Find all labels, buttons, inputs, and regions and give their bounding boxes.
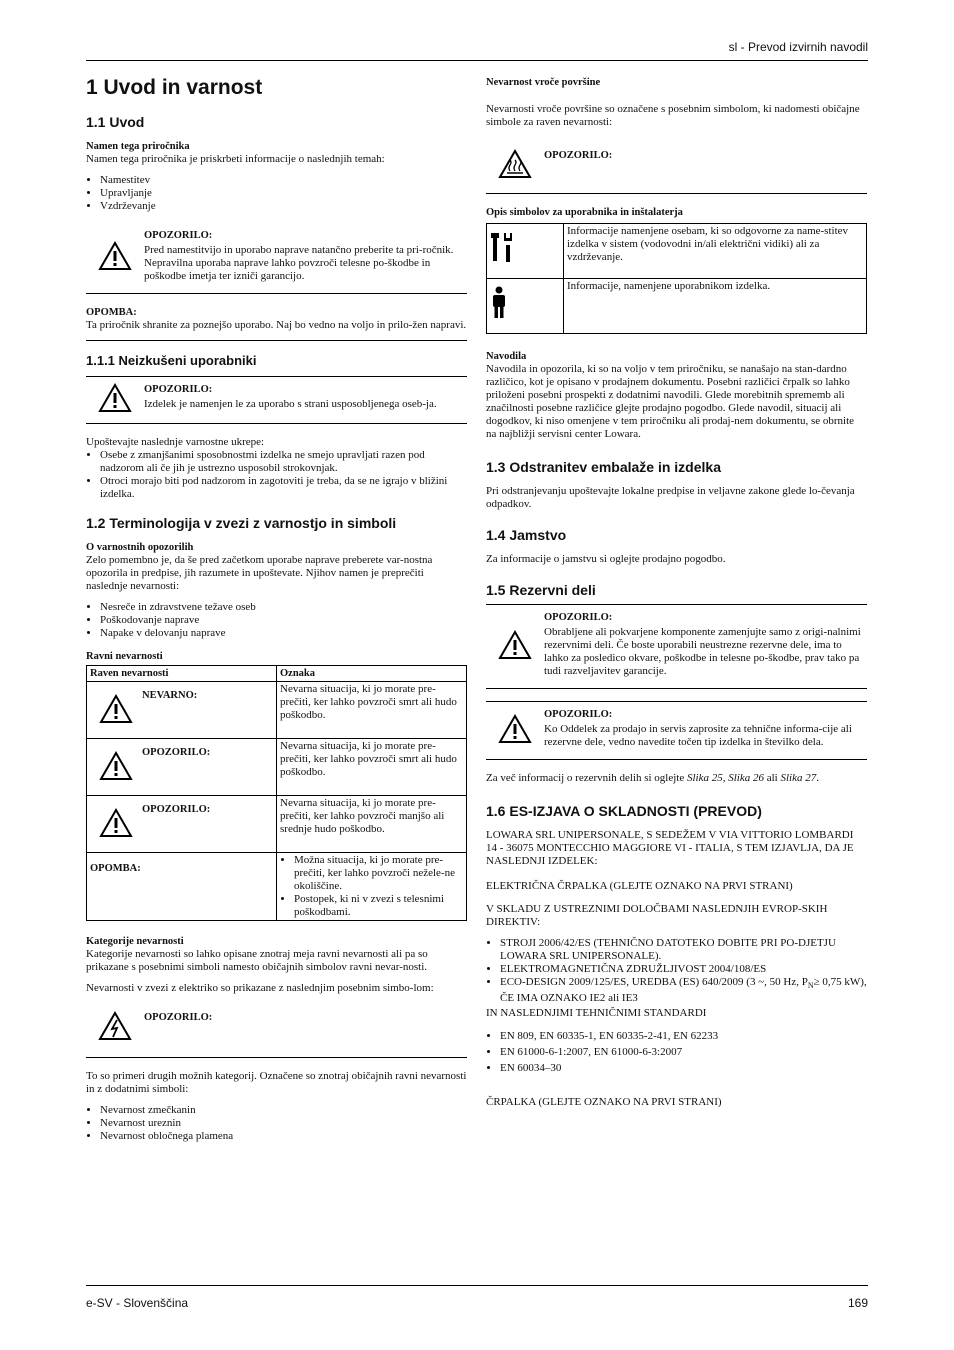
refs-sep: ali bbox=[763, 772, 781, 784]
list-item: • ELEKTROMAGNETIČNA ZDRUŽLJIVOST 2004/108/ES bbox=[500, 963, 867, 976]
kat-text: Kategorije nevarnosti so lahko opisane znotraj meja ravni nevarnosti ali pa so prikazane s posebnimi simboli namesto običajnih simbolov ravni nevar-nosti. bbox=[86, 948, 428, 973]
warning-title: OPOZORILO: bbox=[144, 384, 213, 395]
warning-text: Pred namestitvijo in uporabo naprave natančno preberite ta pri-ročnik. Nepravilna uporaba naprave lahko povzroči telesne po-škodbe in poškodbe imetja ter izniči garancijo. bbox=[144, 244, 454, 282]
directives-list bbox=[486, 937, 867, 1005]
navodila-text: Navodila in opozorila, ki so na voljo v tem priročniku, se nanašajo na stan-dardno različico, kot je opisano v prodajnem dokumentu. Posebni različici črpalk so lahko priloženi posebni prospekti z dodatnimi navodili. Glede morebitnih sprememb ali značilnosti posebne različice glejte prodajno pogodbo. Glede navodil, situacij ali dogodkov, ki niso omenjene v tem priročniku ali prodaj-nem dokumentu, se obrnite na najbližji servisni center Lowara. bbox=[486, 363, 855, 440]
warning-box bbox=[486, 701, 867, 760]
caution-triangle-icon bbox=[90, 797, 142, 849]
section-1-2-heading: 1.2 Terminologija v zvezi z varnostjo in simboli bbox=[86, 515, 397, 531]
table-row bbox=[87, 682, 467, 739]
section-1-1-1-heading: 1.1.1 Neizkušeni uporabniki bbox=[86, 353, 257, 368]
decl-text: LOWARA SRL UNIPERSONALE, S SEDEŽEM V VIA VITTORIO LOMBARDI 14 - 36075 MONTECCHIO MAGGIORE VI - ITALIA, S TEM IZJAVLJA, DA JE NASLEDNJI IZDELEK: bbox=[486, 829, 854, 867]
table-header: Raven nevarnosti bbox=[87, 666, 277, 682]
namen-title: Namen tega priročnika bbox=[86, 141, 190, 152]
ovarn-list bbox=[86, 601, 467, 640]
table-row bbox=[87, 853, 467, 921]
level-label: OPOZORILO: bbox=[142, 804, 211, 815]
warning-box bbox=[86, 1005, 467, 1058]
navodila-title: Navodila bbox=[486, 351, 527, 362]
namen-list bbox=[86, 174, 467, 213]
table-row bbox=[87, 739, 467, 796]
section-1-1-heading: 1.1 Uvod bbox=[86, 114, 145, 130]
right-column bbox=[486, 72, 867, 1117]
table-row bbox=[87, 796, 467, 853]
ovarn-title: O varnostnih opozorilih bbox=[86, 542, 194, 553]
decl-text: ČRPALKA (GLEJTE OZNAKO NA PRVI STRANI) bbox=[486, 1096, 722, 1109]
note-text: Ta priročnik shranite za poznejšo uporabo. Naj bo vedno na voljo in prilo-žen napravi. bbox=[86, 319, 467, 331]
table-row bbox=[487, 224, 867, 279]
list-item: • EN 809, EN 60335-1, EN 60335-2-41, EN 62233 bbox=[500, 1028, 867, 1044]
level-desc: Nevarna situacija, ki jo morate pre-prečiti, ker lahko povzroči smrt ali hudo poškodbo. bbox=[277, 739, 467, 796]
list-item: • EN 60034–30 bbox=[500, 1060, 867, 1076]
warning-title: OPOZORILO: bbox=[544, 612, 613, 623]
installer-tools-icon bbox=[487, 224, 564, 279]
list-item: • Nevarnost obločnega plamena bbox=[100, 1130, 467, 1143]
note-list bbox=[280, 854, 463, 919]
warning-title: OPOZORILO: bbox=[544, 150, 613, 161]
other-text: To so primeri drugih možnih kategorij. Označene so znotraj običajnih ravni nevarnosti in z dodatnimi simboli: bbox=[86, 1070, 467, 1095]
warning-title: OPOZORILO: bbox=[544, 709, 613, 720]
list-item: • STROJI 2006/42/ES (TEHNIČNO DATOTEKO DOBITE PRI PO-DJETJU LOWARA SRL UNIPERSONALE). bbox=[500, 937, 867, 963]
warning-title: OPOZORILO: bbox=[144, 230, 213, 241]
symbol-desc: Informacije, namenjene uporabnikom izdelka. bbox=[564, 279, 867, 334]
section-1-3-heading: 1.3 Odstranitev embalaže in izdelka bbox=[486, 459, 721, 475]
list-item: • Otroci morajo biti pod nadzorom in zagotoviti je treba, da se ne igrajo v bližini izdelka. bbox=[100, 475, 467, 501]
footer-doc-name: e-SV - Slovenščina bbox=[86, 1296, 189, 1310]
hot-surface-icon bbox=[486, 149, 544, 179]
level-desc: Nevarna situacija, ki jo morate pre-prečiti, ker lahko povzroči smrt ali hudo poškodbo. bbox=[277, 682, 467, 739]
list-item: • Vzdrževanje bbox=[100, 200, 467, 213]
list-item: • Poškodovanje naprave bbox=[100, 614, 467, 627]
decl-text: ELEKTRIČNA ČRPALKA (GLEJTE OZNAKO NA PRVI STRANI) bbox=[486, 880, 793, 892]
level-desc: Nevarna situacija, ki jo morate pre-prečiti, ker lahko povzroči manjšo ali srednje hudo poškodbo. bbox=[277, 796, 467, 853]
symbols-table bbox=[486, 223, 867, 334]
list-item: • Možna situacija, ki jo morate pre-prečiti, ker lahko povzroči nežele-ne okoliščine. bbox=[294, 854, 463, 893]
list-item: • Namestitev bbox=[100, 174, 467, 187]
warning-text: Obrabljene ali pokvarjene komponente zamenjujte samo z origi-nalnimi rezervnimi deli. Če boste uporabili neustrezne rezervne dele, ima to lahko za posledico okvare, poškodbe in telesne po-škodbe, prav tako pa tudi razveljavitev garancije. bbox=[544, 626, 861, 677]
section-1-6-heading: 1.6 ES-IZJAVA O SKLADNOSTI (PREVOD) bbox=[486, 803, 762, 819]
list-item: • Upravljanje bbox=[100, 187, 467, 200]
list-item: • Nevarnost zmečkanin bbox=[100, 1104, 467, 1117]
kat-title: Kategorije nevarnosti bbox=[86, 936, 184, 947]
left-column bbox=[86, 72, 467, 1153]
table-header: Oznaka bbox=[277, 666, 467, 682]
vroc-text: Nevarnosti vroče površine so označene s posebnim simbolom, ki nadomesti običajne simbole za raven nevarnosti: bbox=[486, 103, 860, 128]
hazard-levels-table bbox=[86, 665, 467, 921]
standards-list bbox=[486, 1028, 867, 1076]
warning-title: OPOZORILO: bbox=[144, 1012, 213, 1023]
opis-title: Opis simbolov za uporabnika in inštalaterja bbox=[486, 207, 683, 218]
s1-3-text: Pri odstranjevanju upoštevajte lokalne predpise in veljavne zakone glede lo-čevanja odpadkov. bbox=[486, 485, 855, 510]
electric-hazard-icon bbox=[86, 1011, 144, 1041]
eco-text: ECO-DESIGN 2009/125/ES, UREDBA (ES) 640/2009 (3 ~, 50 Hz, P bbox=[500, 976, 808, 988]
eco-subscript: N bbox=[807, 981, 814, 991]
figure-ref-link[interactable]: Slika 27 bbox=[780, 772, 817, 784]
list-item: • EN 61000-6-1:2007, EN 61000-6-3:2007 bbox=[500, 1044, 867, 1060]
list-item: • Nevarnost ureznin bbox=[100, 1117, 467, 1130]
figure-ref-link[interactable]: Slika 25 bbox=[686, 772, 723, 784]
warning-triangle-icon bbox=[486, 611, 544, 678]
list-item: • Osebe z zmanjšanimi sposobnostmi izdelka ne smejo upravljati razen pod nadzorom ali če jih je ustrezno usposobil strokovnjak. bbox=[100, 449, 467, 475]
measures-intro: Upoštevajte naslednje varnostne ukrepe: bbox=[86, 436, 265, 448]
warning-triangle-icon bbox=[86, 383, 144, 413]
warning-box bbox=[86, 376, 467, 424]
level-label: OPOMBA: bbox=[90, 863, 141, 874]
page-footer bbox=[86, 1285, 868, 1310]
refs-paragraph bbox=[486, 772, 867, 785]
page-number: 169 bbox=[847, 1296, 868, 1310]
ravni-title: Ravni nevarnosti bbox=[86, 651, 163, 662]
level-label: OPOZORILO: bbox=[142, 747, 211, 758]
warning-box bbox=[486, 604, 867, 689]
refs-text: Za več informacij o rezervnih delih si oglejte bbox=[486, 772, 687, 784]
section-1-4-heading: 1.4 Jamstvo bbox=[486, 527, 567, 543]
elek-text: Nevarnosti v zvezi z elektriko so prikazane z naslednjim posebnim simbo-lom: bbox=[86, 982, 434, 994]
vroc-title: Nevarnost vroče površine bbox=[486, 77, 601, 88]
list-item: • Napake v delovanju naprave bbox=[100, 627, 467, 640]
figure-ref-link[interactable]: Slika 26 bbox=[728, 772, 764, 784]
level-label: NEVARNO: bbox=[142, 690, 198, 701]
warning-triangle-icon bbox=[90, 740, 142, 792]
other-list bbox=[86, 1104, 467, 1143]
s1-4-text: Za informacije o jamstvu si oglejte prodajno pogodbo. bbox=[486, 553, 726, 565]
warning-box bbox=[486, 143, 867, 194]
decl-text: IN NASLEDNJIMI TEHNIČNIMI STANDARDI bbox=[486, 1007, 707, 1020]
page-title: 1 Uvod in varnost bbox=[86, 76, 263, 99]
danger-triangle-icon bbox=[90, 683, 142, 735]
warning-box bbox=[86, 223, 467, 294]
warning-triangle-icon bbox=[486, 708, 544, 749]
refs-end: . bbox=[816, 772, 819, 784]
measures-list bbox=[86, 449, 467, 501]
user-person-icon bbox=[487, 279, 564, 334]
symbol-desc: Informacije namenjene osebam, ki so odgovorne za name-stitev izdelka v sistem (vodovodni in/ali električni vidiki) ali za vzdrževanje. bbox=[564, 224, 867, 279]
page-header bbox=[86, 40, 868, 61]
section-1-5-heading: 1.5 Rezervni deli bbox=[486, 582, 596, 598]
table-row bbox=[487, 279, 867, 334]
ovarn-text: Zelo pomembno je, da še pred začetkom uporabe naprave preberete var-nostna opozorila in predpise, jih razumete in upoštevate. Njihov namen je preprečiti naslednje nevarnosti: bbox=[86, 554, 433, 592]
warning-triangle-icon bbox=[86, 229, 144, 283]
decl-text: V SKLADU Z USTREZNIMI DOLOČBAMI NASLEDNJIH EVROP-SKIH DIREKTIV: bbox=[486, 903, 828, 928]
note-box bbox=[86, 306, 467, 341]
list-item bbox=[500, 976, 867, 1005]
header-text: sl - Prevod izvirnih navodil bbox=[728, 40, 868, 54]
namen-text: Namen tega priročnika je priskrbeti informacije o naslednjih temah: bbox=[86, 153, 385, 165]
list-item: • Nesreče in zdravstvene težave oseb bbox=[100, 601, 467, 614]
eco-text: ≥ 0,75 kW), ČE IMA OZNAKO IE2 ali IE3 bbox=[500, 976, 867, 1005]
list-item: • Postopek, ki ni v zvezi s telesnimi poškodbami. bbox=[294, 893, 463, 919]
refs-sep: , bbox=[722, 772, 729, 784]
note-title: OPOMBA: bbox=[86, 307, 137, 318]
warning-text: Ko Oddelek za prodajo in servis zaprosite za tehnične informa-cije ali rezervne dele, vedno navedite točen tip izdelka in številko dela. bbox=[544, 723, 852, 748]
warning-text: Izdelek je namenjen le za uporabo s strani usposobljenega oseb-ja. bbox=[144, 398, 437, 410]
